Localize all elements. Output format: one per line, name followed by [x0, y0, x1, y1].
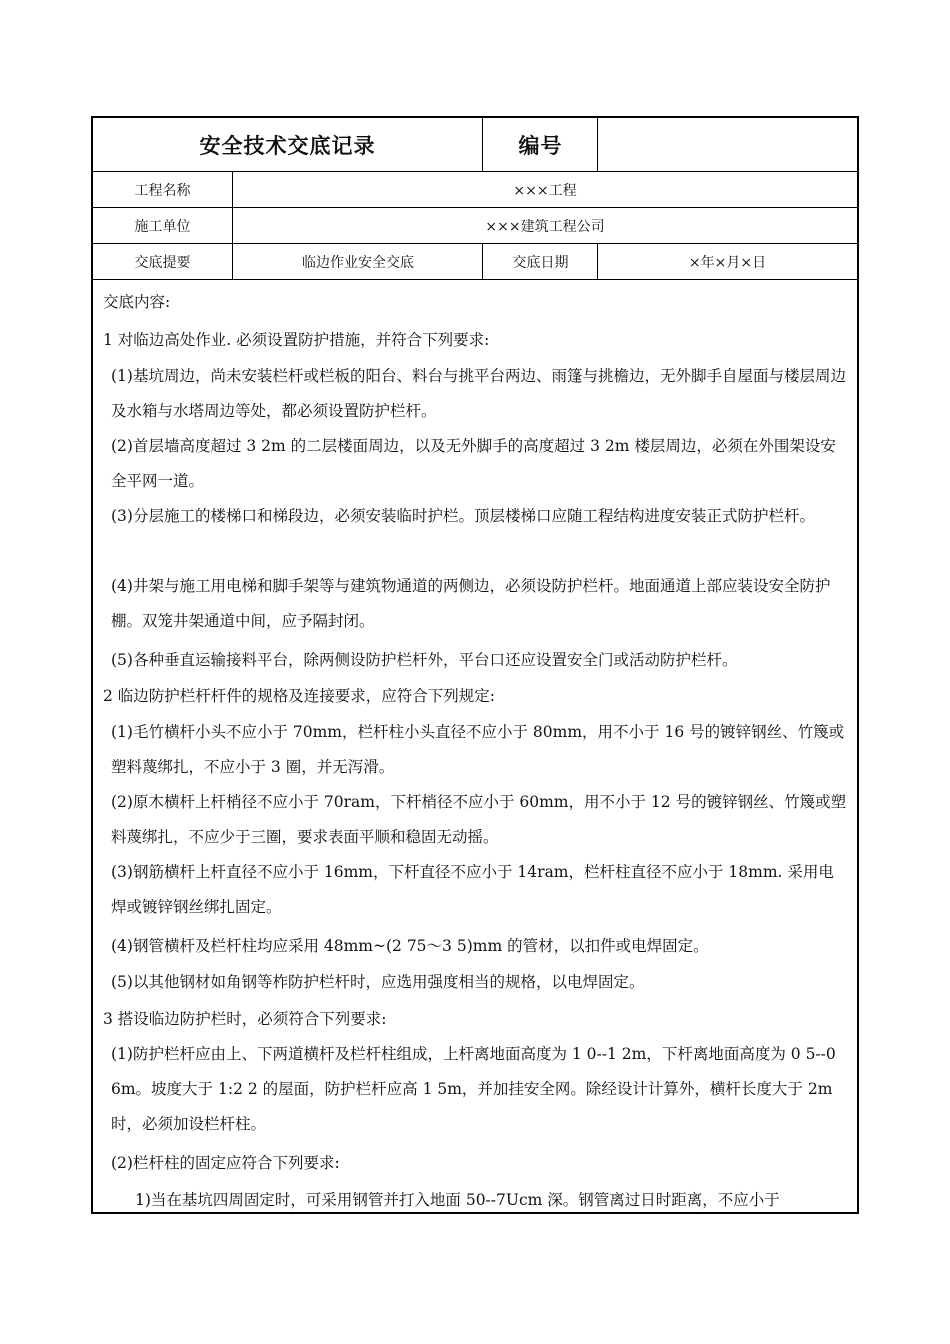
- date-value: ×年×月×日: [597, 244, 857, 279]
- section-2-item-1: (1)毛竹横杆小头不应小于 70mm，栏杆柱小头直径不应小于 80mm，用不小于 16 号的镀锌钢丝、竹篾或塑料蔑绑扎，不应小于 3 圈，并无泻滑。: [111, 723, 845, 776]
- form-title: 安全技术交底记录: [199, 132, 376, 158]
- section-3-heading: 3 搭设临边防护栏时，必须符合下列要求:: [103, 1010, 387, 1028]
- section-3-item-1: (1)防护栏杆应由上、下两道横杆及栏杆柱组成，上杆离地面高度为 1 0--1 2m，下杆离地面高度为 0 5--0 6m。坡度大于 1:2 2 的屋面，防护栏杆应高 1 5m，并加挂安全网。除经设计计算外，横杆长度大于 2m 时，必须加设栏杆柱。: [111, 1045, 836, 1133]
- section-2-item-2: (2)原木横杆上杆梢径不应小于 70ram，下杆梢径不应小于 60mm，用不小于 12 号的镀锌钢丝、竹篾或塑料蔑绑扎，不应少于三圈，要求表面平顺和稳固无动摇。: [111, 793, 847, 846]
- project-label: 工程名称: [134, 182, 191, 199]
- section-1-heading: 1 对临边高处作业. 必须设置防护措施，并符合下列要求:: [103, 331, 490, 349]
- section-2-heading: 2 临边防护栏杆杆件的规格及连接要求，应符合下列规定:: [103, 687, 496, 705]
- section-1-item-2: (2)首层墙高度超过 3 2m 的二层楼面周边，以及无外脚手的高度超过 3 2m 楼层周边，必须在外围架设安全平网一道。: [111, 437, 836, 490]
- title-row: [93, 118, 857, 172]
- briefing-content: [93, 281, 857, 1212]
- project-value: ×××工程: [232, 172, 857, 207]
- unit-value: ×××建筑工程公司: [232, 208, 857, 243]
- number-value: [597, 118, 857, 171]
- section-2-item-3: (3)钢筋横杆上杆直径不应小于 16mm，下杆直径不应小于 14ram，栏杆柱直径不应小于 18mm. 采用电焊或镀锌钢丝绑扎固定。: [111, 863, 834, 916]
- summary-value: 临边作业安全交底: [232, 244, 483, 279]
- content-heading: 交底内容:: [103, 293, 171, 311]
- section-1-item-5: (5)各种垂直运输接料平台，除两侧设防护栏杆外，平台口还应设置安全门或活动防护栏杆。: [111, 651, 738, 669]
- section-2-item-5: (5)以其他钢材如角钢等柞防护栏杆时，应选用强度相当的规格，以电焊固定。: [111, 973, 645, 991]
- number-label: 编号: [482, 118, 598, 171]
- safety-briefing-form: [91, 116, 859, 1214]
- unit-label: 施工单位: [134, 218, 191, 235]
- section-1-item-3: (3)分层施工的楼梯口和梯段边，必须安装临时护栏。顶层楼梯口应随工程结构进度安装正式防护栏杆。: [111, 507, 815, 525]
- section-3-item-2-sub-1: 1)当在基坑四周固定时，可采用钢管并打入地面 50--7Ucm 深。钢管离过日时距离，不应小于: [135, 1191, 780, 1209]
- summary-label: 交底提要: [134, 254, 191, 271]
- section-2-item-4: (4)钢管横杆及栏杆柱均应采用 48mm~(2 75～3 5)mm 的管材，以扣件或电焊固定。: [111, 937, 709, 955]
- unit-row: [93, 208, 857, 244]
- date-label: 交底日期: [482, 244, 598, 279]
- section-1-item-4: (4)井架与施工用电梯和脚手架等与建筑物通道的两侧边，必须设防护栏杆。地面通道上部应装设安全防护棚。双笼井架通道中间，应予隔封闭。: [111, 577, 831, 630]
- section-3-item-2: (2)栏杆柱的固定应符合下列要求:: [111, 1154, 340, 1172]
- project-row: [93, 172, 857, 208]
- summary-row: [93, 244, 857, 280]
- section-1-item-1: (1)基坑周边，尚未安装栏杆或栏板的阳台、料台与挑平台两边、雨篷与挑檐边，无外脚手自屋面与楼层周边及水箱与水塔周边等处，都必须设置防护栏杆。: [111, 367, 846, 420]
